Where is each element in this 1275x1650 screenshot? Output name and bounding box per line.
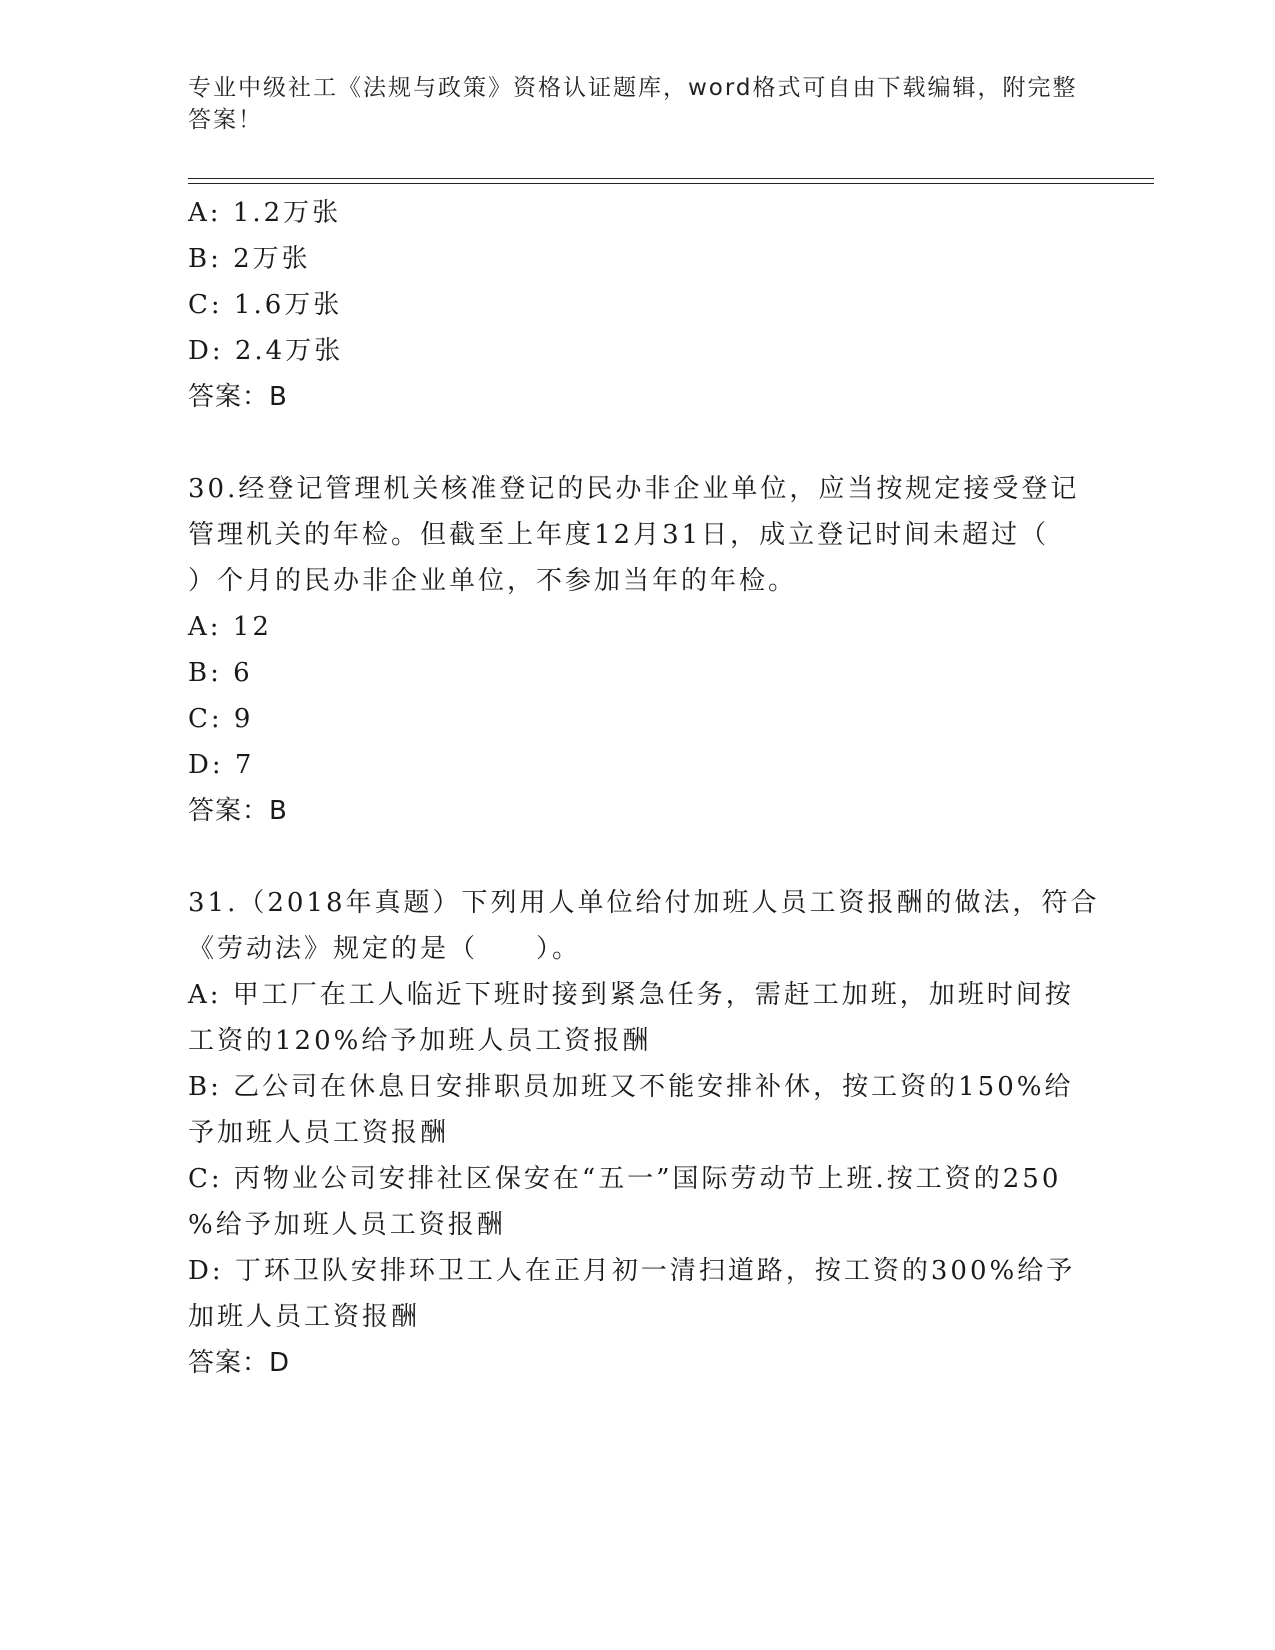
option-c-line-1: C: 丙物业公司安排社区保安在“五一”国际劳动节上班.按工资的250	[188, 1164, 1062, 1194]
question-stem-line-1: 30.经登记管理机关核准登记的民办非企业单位，应当按规定接受登记	[188, 474, 1080, 504]
question-stem-line-1: 31.（2018年真题）下列用人单位给付加班人员工资报酬的做法，符合	[188, 888, 1100, 918]
option-c: C: 9	[188, 704, 254, 734]
document-body	[188, 190, 1100, 1386]
answer-line: 答案：D	[188, 1348, 291, 1378]
header-note-line-1: 专业中级社工《法规与政策》资格认证题库，word格式可自由下载编辑，附完整	[188, 75, 1078, 101]
option-d: D: 7	[188, 750, 255, 780]
option-b: B: 6	[188, 658, 253, 688]
option-a-line-2: 工资的120%给予加班人员工资报酬	[188, 1026, 652, 1056]
question-31	[188, 880, 1100, 1386]
option-b-line-1: B: 乙公司在休息日安排职员加班又不能安排补休，按工资的150%给	[188, 1072, 1074, 1102]
question-stem-line-2: 《劳动法》规定的是（ ）。	[188, 934, 582, 964]
option-a: A: 12	[188, 612, 272, 642]
option-d-line-1: D: 丁环卫队安排环卫工人在正月初一清扫道路，按工资的300%给予	[188, 1256, 1076, 1286]
answer-line: 答案：B	[188, 796, 288, 826]
header-note-line-2: 答案！	[188, 107, 263, 133]
question-29	[188, 190, 1088, 420]
question-stem-line-2: 管理机关的年检。但截至上年度12月31日，成立登记时间未超过（	[188, 520, 1050, 550]
option-c-line-2: %给予加班人员工资报酬	[188, 1210, 506, 1240]
spacer	[188, 834, 1088, 880]
option-c: C: 1.6万张	[188, 290, 343, 320]
option-d: D: 2.4万张	[188, 336, 344, 366]
question-30	[188, 466, 1088, 834]
header-note	[188, 72, 1088, 136]
option-b-line-2: 予加班人员工资报酬	[188, 1118, 450, 1148]
header-rule-top	[188, 178, 1154, 179]
question-stem-line-3: ）个月的民办非企业单位，不参加当年的年检。	[188, 566, 798, 596]
option-a: A: 1.2万张	[188, 198, 342, 228]
answer-line: 答案：B	[188, 382, 288, 412]
option-b: B: 2万张	[188, 244, 311, 274]
header-rule-bottom	[188, 183, 1154, 184]
spacer	[188, 420, 1088, 466]
option-a-line-1: A: 甲工厂在工人临近下班时接到紧急任务，需赶工加班，加班时间按	[188, 980, 1074, 1010]
option-d-line-2: 加班人员工资报酬	[188, 1302, 421, 1332]
